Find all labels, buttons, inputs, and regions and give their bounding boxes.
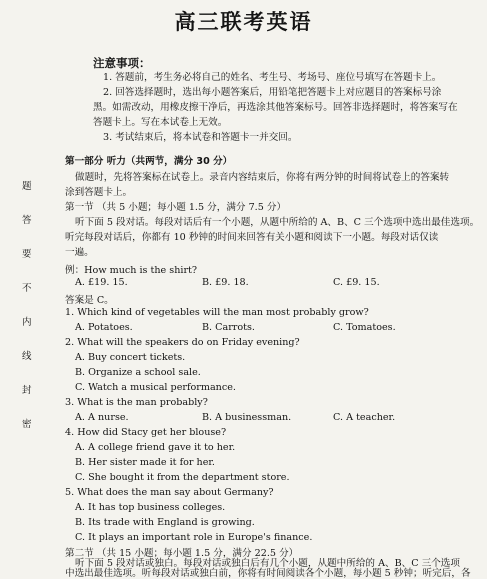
example-answer: 答案是 C。 <box>65 295 114 306</box>
margin-char: 封 <box>22 385 32 396</box>
question-2: 2. What will the speakers do on Friday evening? <box>65 337 300 348</box>
intro-line: 涂到答题卡上。 <box>65 187 133 198</box>
notice-block <box>93 100 458 130</box>
option-b: B. Organize a school sale. <box>75 367 201 378</box>
part1-intro <box>75 170 449 185</box>
example-question: 例：How much is the shirt? <box>65 265 198 276</box>
notice-line: 黑。如需改动，用橡皮擦干净后，再选涂其他答案标号。回答非选择题时，将答案写在 <box>93 102 458 113</box>
question-4: 4. How did Stacy get her blouse? <box>65 427 227 438</box>
option-a: A. A nurse. <box>75 412 129 423</box>
notice-heading: 注意事项： <box>93 56 151 70</box>
notice-line: 3. 考试结束后，将本试卷和答题卡一并交回。 <box>103 132 298 143</box>
option-a: A. £19. 15. <box>75 277 128 288</box>
intro-line: 中选出最佳选项。听每段对话或独白前，你将有时间阅读各个小题，每小题 5 秒钟；听完后，各 <box>65 568 471 579</box>
margin-char: 密 <box>22 419 32 430</box>
intro-line: 做题时，先将答案标在试卷上。录音内容结束后，你将有两分钟的时间将试卷上的答案转 <box>75 172 450 183</box>
part1-heading: 第一部分 听力（共两节，满分 30 分） <box>65 156 233 167</box>
option-a: A. It has top business colleges. <box>75 502 226 513</box>
option-a: A. Buy concert tickets. <box>75 352 186 363</box>
question-1: 1. Which kind of vegetables will the man most probably grow? <box>65 307 369 318</box>
option-c: C. £9. 15. <box>333 277 380 288</box>
notice-line: 1. 答题前，考生务必将自己的姓名、考生号、考场号、座位号填写在答题卡上。 <box>103 72 442 83</box>
intro-line: 听下面 5 段对话或独白。每段对话或独白后有几个小题，从题中所给的 A、B、C 三个选项 <box>75 558 460 569</box>
margin-char: 题 <box>22 181 32 192</box>
section1-intro <box>75 215 479 230</box>
section1-heading: 第一节 （共 5 小题；每小题 1.5 分，满分 7.5 分） <box>65 202 287 213</box>
notice-block <box>103 130 297 145</box>
option-a: A. A college friend gave it to her. <box>75 442 236 453</box>
intro-line: 听完每段对话后，你都有 10 秒钟的时间来回答有关小题和阅读下一小题。每段对话仅读 <box>65 232 439 243</box>
option-a: A. Potatoes. <box>75 322 133 333</box>
section1-intro <box>65 230 438 260</box>
section2-heading: 第二节 （共 15 小题；每小题 1.5 分，满分 22.5 分） <box>65 548 299 559</box>
question-3: 3. What is the man probably? <box>65 397 208 408</box>
section2-intro <box>75 560 460 568</box>
margin-char: 线 <box>22 351 32 362</box>
option-c: C. It plays an important role in Europe's finance. <box>75 532 313 543</box>
margin-char: 不 <box>22 283 32 294</box>
notice-block <box>103 70 441 100</box>
margin-char: 内 <box>22 317 32 328</box>
question-5: 5. What does the man say about Germany? <box>65 487 274 498</box>
option-b: B. Her sister made it for her. <box>75 457 215 468</box>
margin-char: 答 <box>22 215 32 226</box>
margin-char: 要 <box>22 249 32 260</box>
option-b: B. Its trade with England is growing. <box>75 517 255 528</box>
option-b: B. Carrots. <box>202 322 255 333</box>
option-c: C. Watch a musical performance. <box>75 382 236 393</box>
intro-line: 听下面 5 段对话。每段对话后有一个小题，从题中所给的 A、B、C 三个选项中选出最佳选项。 <box>75 217 480 228</box>
section2-intro <box>65 570 471 578</box>
intro-line: 一遍。 <box>65 247 94 258</box>
option-b: B. A businessman. <box>202 412 292 423</box>
part1-intro <box>65 185 132 200</box>
option-c: C. She bought it from the department store. <box>75 472 290 483</box>
page-title: 高三联考英语 <box>174 10 313 34</box>
notice-line: 答题卡上。写在本试卷上无效。 <box>93 117 228 128</box>
notice-line: 2. 回答选择题时，选出每小题答案后，用铅笔把答题卡上对应题目的答案标号涂 <box>103 87 442 98</box>
option-c: C. A teacher. <box>333 412 396 423</box>
option-b: B. £9. 18. <box>202 277 249 288</box>
option-c: C. Tomatoes. <box>333 322 396 333</box>
